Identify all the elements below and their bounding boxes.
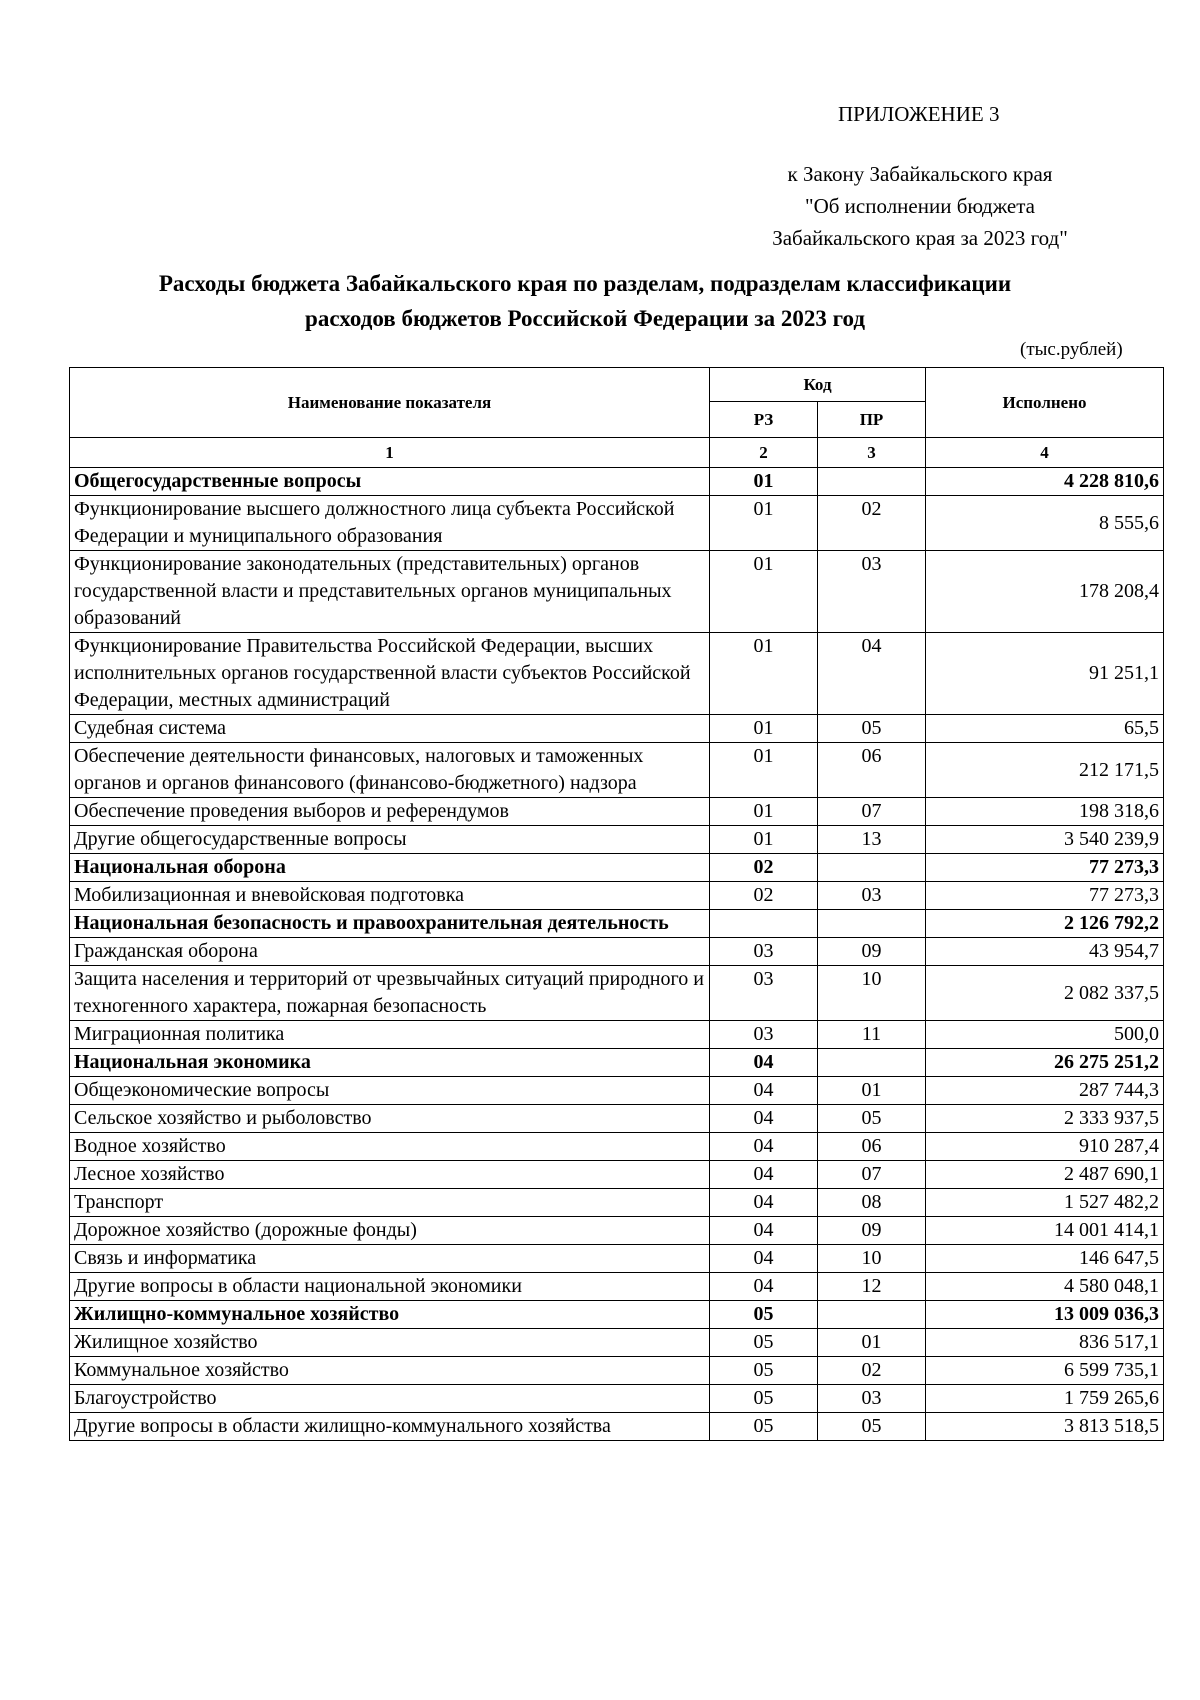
- row-name-cell: Коммунальное хозяйство: [70, 1357, 710, 1385]
- row-amount-cell: 2 333 937,5: [926, 1105, 1164, 1133]
- row-pr-cell: 06: [818, 743, 926, 798]
- row-pr-cell: 05: [818, 715, 926, 743]
- row-rz-cell: 04: [710, 1049, 818, 1077]
- row-pr-cell: 09: [818, 1217, 926, 1245]
- row-rz-cell: 01: [710, 551, 818, 633]
- row-pr-cell: [818, 854, 926, 882]
- column-number: 2: [710, 438, 818, 468]
- row-amount-cell: 26 275 251,2: [926, 1049, 1164, 1077]
- row-rz-cell: 05: [710, 1301, 818, 1329]
- row-amount-cell: 14 001 414,1: [926, 1217, 1164, 1245]
- row-amount-cell: 836 517,1: [926, 1329, 1164, 1357]
- table-row: [70, 1161, 1164, 1189]
- document-title: [60, 266, 1110, 336]
- row-name-cell: Общеэкономические вопросы: [70, 1077, 710, 1105]
- row-rz-cell: 05: [710, 1413, 818, 1441]
- table-row: [70, 1217, 1164, 1245]
- header-code: Код: [710, 368, 926, 402]
- row-rz-cell: 04: [710, 1105, 818, 1133]
- row-pr-cell: 03: [818, 551, 926, 633]
- row-name-cell: Миграционная политика: [70, 1021, 710, 1049]
- row-name-cell: Другие общегосударственные вопросы: [70, 826, 710, 854]
- table-row: [70, 1189, 1164, 1217]
- row-pr-cell: 01: [818, 1077, 926, 1105]
- table-row: [70, 882, 1164, 910]
- row-pr-cell: 03: [818, 882, 926, 910]
- table-row: [70, 826, 1164, 854]
- table-row: [70, 715, 1164, 743]
- table-row: [70, 1413, 1164, 1441]
- row-name-cell: Водное хозяйство: [70, 1133, 710, 1161]
- table-row: [70, 1301, 1164, 1329]
- row-amount-cell: 212 171,5: [926, 743, 1164, 798]
- row-name-cell: Другие вопросы в области национальной экономики: [70, 1273, 710, 1301]
- row-name-cell: Благоустройство: [70, 1385, 710, 1413]
- row-amount-cell: 4 580 048,1: [926, 1273, 1164, 1301]
- units-label: (тыс.рублей): [1020, 339, 1123, 360]
- row-pr-cell: 07: [818, 798, 926, 826]
- row-amount-cell: 3 540 239,9: [926, 826, 1164, 854]
- row-pr-cell: 12: [818, 1273, 926, 1301]
- row-pr-cell: 02: [818, 496, 926, 551]
- row-rz-cell: [710, 910, 818, 938]
- row-pr-cell: [818, 468, 926, 496]
- appendix-label: ПРИЛОЖЕНИЕ 3: [838, 102, 1000, 126]
- row-rz-cell: 01: [710, 633, 818, 715]
- row-rz-cell: 01: [710, 468, 818, 496]
- table-row: [70, 551, 1164, 633]
- row-name-cell: Функционирование законодательных (представительных) органов государственной власти и представительных органов муниципальных образований: [70, 551, 710, 633]
- table-row: [70, 854, 1164, 882]
- row-name-cell: Сельское хозяйство и рыболовство: [70, 1105, 710, 1133]
- table-row: [70, 1245, 1164, 1273]
- table-row: [70, 1357, 1164, 1385]
- row-amount-cell: 2 487 690,1: [926, 1161, 1164, 1189]
- table-row: [70, 496, 1164, 551]
- row-amount-cell: 1 759 265,6: [926, 1385, 1164, 1413]
- row-name-cell: Жилищно-коммунальное хозяйство: [70, 1301, 710, 1329]
- table-row: [70, 938, 1164, 966]
- row-amount-cell: 77 273,3: [926, 854, 1164, 882]
- table-row: [70, 910, 1164, 938]
- row-amount-cell: 198 318,6: [926, 798, 1164, 826]
- row-rz-cell: 04: [710, 1161, 818, 1189]
- row-name-cell: Лесное хозяйство: [70, 1161, 710, 1189]
- row-amount-cell: 65,5: [926, 715, 1164, 743]
- row-name-cell: Обеспечение деятельности финансовых, налоговых и таможенных органов и органов финансового (финансово-бюджетного) надзора: [70, 743, 710, 798]
- header-name: Наименование показателя: [70, 368, 710, 438]
- row-name-cell: Функционирование Правительства Российской Федерации, высших исполнительных органов государственной власти субъектов Российской Федерации, местных администраций: [70, 633, 710, 715]
- table-row: [70, 1385, 1164, 1413]
- row-pr-cell: 10: [818, 1245, 926, 1273]
- column-number: 4: [926, 438, 1164, 468]
- row-rz-cell: 04: [710, 1133, 818, 1161]
- table-body: [70, 468, 1164, 1441]
- table-row: [70, 1049, 1164, 1077]
- row-pr-cell: 07: [818, 1161, 926, 1189]
- row-amount-cell: 2 082 337,5: [926, 966, 1164, 1021]
- table-row: [70, 1077, 1164, 1105]
- row-pr-cell: 09: [818, 938, 926, 966]
- row-pr-cell: 04: [818, 633, 926, 715]
- row-pr-cell: 11: [818, 1021, 926, 1049]
- row-rz-cell: 01: [710, 496, 818, 551]
- row-rz-cell: 01: [710, 715, 818, 743]
- law-reference-line: "Об исполнении бюджета: [805, 194, 1035, 218]
- row-name-cell: Национальная оборона: [70, 854, 710, 882]
- row-rz-cell: 05: [710, 1385, 818, 1413]
- row-rz-cell: 04: [710, 1245, 818, 1273]
- row-amount-cell: 77 273,3: [926, 882, 1164, 910]
- row-amount-cell: 146 647,5: [926, 1245, 1164, 1273]
- row-name-cell: Транспорт: [70, 1189, 710, 1217]
- row-pr-cell: 08: [818, 1189, 926, 1217]
- row-pr-cell: 13: [818, 826, 926, 854]
- table-row: [70, 1329, 1164, 1357]
- row-amount-cell: 1 527 482,2: [926, 1189, 1164, 1217]
- row-amount-cell: 500,0: [926, 1021, 1164, 1049]
- column-number: 3: [818, 438, 926, 468]
- table-row: [70, 468, 1164, 496]
- row-name-cell: Национальная экономика: [70, 1049, 710, 1077]
- row-amount-cell: 43 954,7: [926, 938, 1164, 966]
- law-reference-line: к Закону Забайкальского края: [787, 162, 1053, 186]
- row-amount-cell: 4 228 810,6: [926, 468, 1164, 496]
- row-name-cell: Защита населения и территорий от чрезвычайных ситуаций природного и техногенного характера, пожарная безопасность: [70, 966, 710, 1021]
- law-reference: [740, 158, 1100, 254]
- row-pr-cell: 10: [818, 966, 926, 1021]
- row-name-cell: Общегосударственные вопросы: [70, 468, 710, 496]
- row-amount-cell: 3 813 518,5: [926, 1413, 1164, 1441]
- row-pr-cell: [818, 1049, 926, 1077]
- column-number: 1: [70, 438, 710, 468]
- table-row: [70, 1133, 1164, 1161]
- row-pr-cell: 05: [818, 1413, 926, 1441]
- row-rz-cell: 01: [710, 826, 818, 854]
- row-pr-cell: [818, 910, 926, 938]
- row-amount-cell: 2 126 792,2: [926, 910, 1164, 938]
- row-amount-cell: 8 555,6: [926, 496, 1164, 551]
- table-row: [70, 1105, 1164, 1133]
- table-row: [70, 1273, 1164, 1301]
- law-reference-line: Забайкальского края за 2023 год": [772, 226, 1068, 250]
- row-rz-cell: 02: [710, 882, 818, 910]
- row-name-cell: Судебная система: [70, 715, 710, 743]
- row-pr-cell: [818, 1301, 926, 1329]
- row-rz-cell: 04: [710, 1217, 818, 1245]
- row-rz-cell: 05: [710, 1357, 818, 1385]
- row-rz-cell: 03: [710, 938, 818, 966]
- row-rz-cell: 01: [710, 743, 818, 798]
- header-executed: Исполнено: [926, 368, 1164, 438]
- row-name-cell: Гражданская оборона: [70, 938, 710, 966]
- row-rz-cell: 04: [710, 1273, 818, 1301]
- row-rz-cell: 02: [710, 854, 818, 882]
- row-amount-cell: 910 287,4: [926, 1133, 1164, 1161]
- row-rz-cell: 04: [710, 1077, 818, 1105]
- row-pr-cell: 03: [818, 1385, 926, 1413]
- header-rz: РЗ: [710, 402, 818, 438]
- row-pr-cell: 05: [818, 1105, 926, 1133]
- row-name-cell: Другие вопросы в области жилищно-коммунального хозяйства: [70, 1413, 710, 1441]
- row-amount-cell: 178 208,4: [926, 551, 1164, 633]
- document-title-line: расходов бюджетов Российской Федерации за 2023 год: [305, 306, 865, 331]
- header-pr: ПР: [818, 402, 926, 438]
- row-rz-cell: 01: [710, 798, 818, 826]
- row-name-cell: Обеспечение проведения выборов и референдумов: [70, 798, 710, 826]
- document-title-line: Расходы бюджета Забайкальского края по разделам, подразделам классификации: [158, 271, 1012, 296]
- row-rz-cell: 04: [710, 1189, 818, 1217]
- table-row: [70, 798, 1164, 826]
- row-name-cell: Функционирование высшего должностного лица субъекта Российской Федерации и муниципального образования: [70, 496, 710, 551]
- expenditure-table: [69, 367, 1164, 1441]
- row-pr-cell: 02: [818, 1357, 926, 1385]
- row-rz-cell: 05: [710, 1329, 818, 1357]
- row-pr-cell: 01: [818, 1329, 926, 1357]
- row-name-cell: Мобилизационная и вневойсковая подготовка: [70, 882, 710, 910]
- row-amount-cell: 91 251,1: [926, 633, 1164, 715]
- row-rz-cell: 03: [710, 1021, 818, 1049]
- row-name-cell: Жилищное хозяйство: [70, 1329, 710, 1357]
- row-amount-cell: 287 744,3: [926, 1077, 1164, 1105]
- row-amount-cell: 6 599 735,1: [926, 1357, 1164, 1385]
- table-row: [70, 633, 1164, 715]
- table-row: [70, 743, 1164, 798]
- row-amount-cell: 13 009 036,3: [926, 1301, 1164, 1329]
- row-name-cell: Связь и информатика: [70, 1245, 710, 1273]
- table-row: [70, 1021, 1164, 1049]
- row-name-cell: Национальная безопасность и правоохранительная деятельность: [70, 910, 710, 938]
- row-pr-cell: 06: [818, 1133, 926, 1161]
- row-rz-cell: 03: [710, 966, 818, 1021]
- row-name-cell: Дорожное хозяйство (дорожные фонды): [70, 1217, 710, 1245]
- table-row: [70, 966, 1164, 1021]
